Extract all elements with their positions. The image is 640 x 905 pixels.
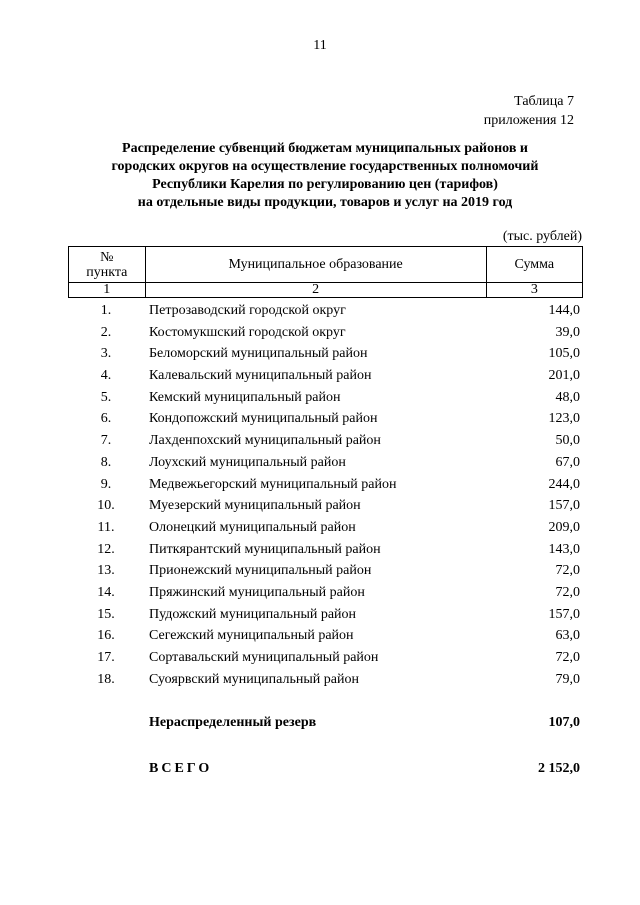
table-row <box>68 647 583 669</box>
table-row <box>68 300 583 322</box>
row-number: 4. <box>100 368 112 384</box>
title-line: городских округов на осуществление государственных полномочий <box>111 159 539 174</box>
table-row <box>68 560 583 582</box>
row-municipality: Пудожский муниципальный район <box>149 606 357 622</box>
header-number <box>69 247 146 283</box>
column-index: 2 <box>145 283 486 298</box>
reserve-label: Нераспределенный резерв <box>149 715 317 730</box>
table-row <box>68 669 583 691</box>
table-row <box>68 387 583 409</box>
table-row <box>68 408 583 430</box>
row-municipality: Суоярвский муниципальный район <box>149 671 359 687</box>
total-row <box>68 759 583 779</box>
row-number: 6. <box>100 411 112 427</box>
row-municipality: Беломорский муниципальный район <box>149 346 368 362</box>
row-number: 3. <box>100 346 112 362</box>
row-municipality: Костомукшский городской округ <box>149 324 346 340</box>
row-sum: 157,0 <box>548 498 580 514</box>
row-number: 1. <box>100 303 112 318</box>
row-number: 12. <box>97 541 115 557</box>
title-line: Распределение субвенций бюджетам муниципальных районов и <box>122 141 528 156</box>
row-sum: 63,0 <box>555 628 580 644</box>
row-municipality: Петрозаводский городской округ <box>149 303 346 318</box>
table-row <box>68 495 583 517</box>
row-sum: 244,0 <box>548 476 580 492</box>
row-number: 16. <box>97 628 115 644</box>
table-row <box>68 539 583 561</box>
row-number: 14. <box>97 584 115 600</box>
reserve-sum: 107,0 <box>548 715 580 730</box>
row-sum: 39,0 <box>555 324 580 340</box>
row-municipality: Лахденпохский муниципальный район <box>149 433 381 449</box>
row-municipality: Питкярантский муниципальный район <box>149 541 381 557</box>
row-sum: 72,0 <box>555 650 580 665</box>
table-row <box>68 430 583 452</box>
row-municipality: Сегежский муниципальный район <box>149 628 354 644</box>
table-header <box>68 246 583 298</box>
row-sum: 72,0 <box>555 584 580 600</box>
column-index: 1 <box>69 283 146 298</box>
row-sum: 105,0 <box>548 346 580 362</box>
row-municipality: Медвежьегорский муниципальный район <box>149 476 397 492</box>
row-sum: 72,0 <box>555 563 580 579</box>
row-municipality: Сортавальский муниципальный район <box>149 650 379 665</box>
row-municipality: Пряжинский муниципальный район <box>149 584 365 600</box>
row-number: 2. <box>100 324 112 340</box>
title-line: на отдельные виды продукции, товаров и услуг на 2019 год <box>137 195 513 210</box>
header-municipality: Муниципальное образование <box>145 247 486 283</box>
row-number: 18. <box>97 671 115 687</box>
total-sum: 2 152,0 <box>538 761 580 776</box>
row-municipality: Прионежский муниципальный район <box>149 563 372 579</box>
header-sum: Сумма <box>486 247 582 283</box>
table-row <box>68 474 583 496</box>
table-number: Таблица 7 <box>514 94 574 109</box>
row-municipality: Кондопожский муниципальный район <box>149 411 378 427</box>
row-number: 8. <box>100 454 112 470</box>
appendix-number: приложения 12 <box>483 113 574 128</box>
total-label: ВСЕГО <box>149 761 213 776</box>
row-municipality: Муезерский муниципальный район <box>149 498 361 514</box>
row-sum: 143,0 <box>548 541 580 557</box>
header-number-symbol: № <box>100 249 114 265</box>
header-number-label: пункта <box>86 264 128 280</box>
row-number: 10. <box>97 498 115 514</box>
row-sum: 67,0 <box>555 454 580 470</box>
table-row <box>68 322 583 344</box>
row-sum: 209,0 <box>548 519 580 535</box>
table-row <box>68 604 583 626</box>
row-sum: 157,0 <box>548 606 580 622</box>
row-sum: 79,0 <box>555 671 580 687</box>
table-row <box>68 625 583 647</box>
page-number: 11 <box>313 38 327 53</box>
row-municipality: Олонецкий муниципальный район <box>149 519 356 535</box>
column-index: 3 <box>486 283 582 298</box>
table-row <box>68 343 583 365</box>
title-line: Республики Карелия по регулированию цен (тарифов) <box>152 177 498 192</box>
row-sum: 144,0 <box>548 303 580 318</box>
row-municipality: Калевальский муниципальный район <box>149 368 372 384</box>
row-sum: 48,0 <box>555 389 580 405</box>
table-row <box>68 452 583 474</box>
document-title <box>70 140 580 212</box>
row-number: 5. <box>100 389 112 405</box>
table-body <box>68 300 583 690</box>
table-row <box>68 365 583 387</box>
units-label: (тыс. рублей) <box>502 229 582 244</box>
column-index-row <box>69 283 583 298</box>
header-row <box>69 247 583 283</box>
table-row <box>68 517 583 539</box>
row-municipality: Кемский муниципальный район <box>149 389 341 405</box>
row-number: 7. <box>100 433 112 449</box>
row-sum: 201,0 <box>548 368 580 384</box>
row-number: 17. <box>97 650 115 665</box>
row-sum: 123,0 <box>548 411 580 427</box>
row-number: 13. <box>97 563 115 579</box>
table-reference <box>484 92 574 130</box>
row-number: 11. <box>97 519 115 535</box>
reserve-row <box>68 713 583 733</box>
row-municipality: Лоухский муниципальный район <box>149 454 346 470</box>
row-sum: 50,0 <box>555 433 580 449</box>
row-number: 15. <box>97 606 115 622</box>
row-number: 9. <box>100 476 112 492</box>
table-row <box>68 582 583 604</box>
